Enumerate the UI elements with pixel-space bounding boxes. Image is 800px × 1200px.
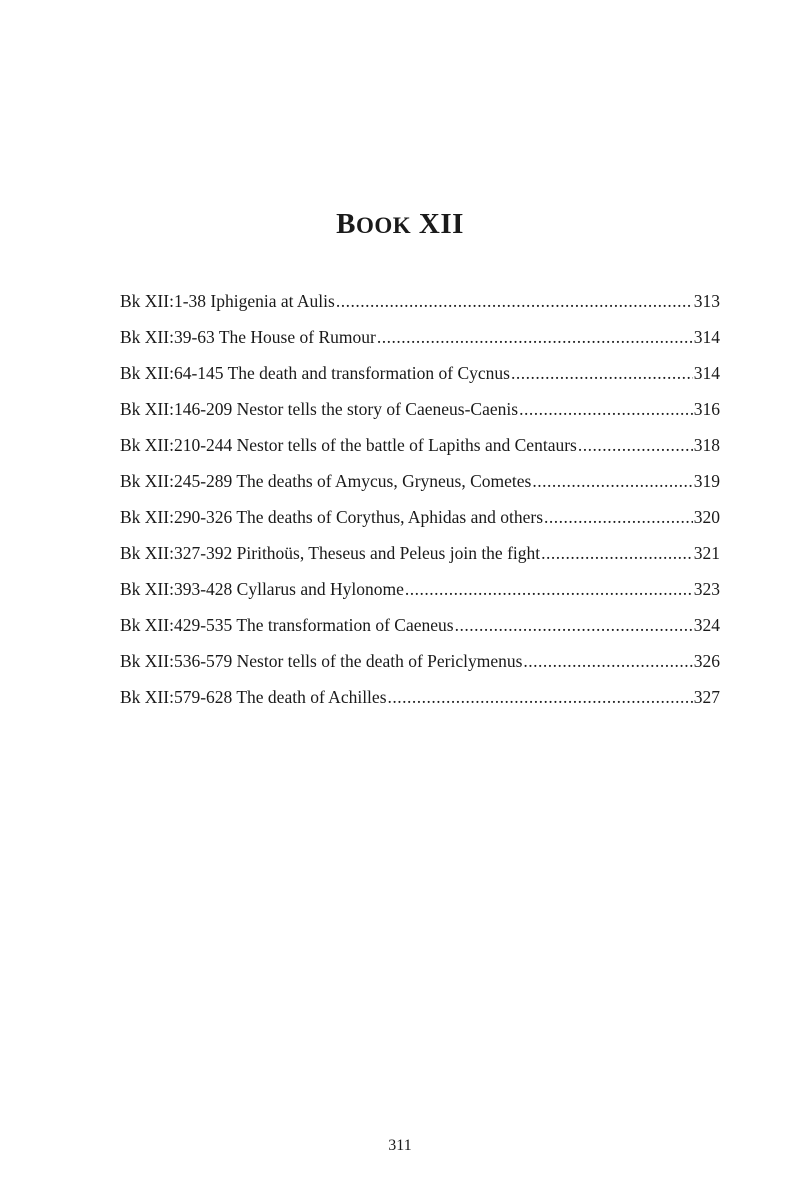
toc-entry[interactable] — [120, 685, 720, 721]
dot-leader — [336, 289, 693, 313]
toc-entry[interactable] — [120, 577, 720, 613]
toc-entry[interactable] — [120, 613, 720, 649]
toc-entry-page: 313 — [693, 291, 720, 311]
toc-entry-title: Bk XII:393-428 Cyllarus and Hylonome — [120, 579, 404, 599]
toc-entry[interactable] — [120, 397, 720, 433]
toc-entry-title: Bk XII:327-392 Pirithoüs, Theseus and Peleus join the fight — [120, 543, 541, 563]
page-number: 311 — [388, 1137, 412, 1154]
dot-leader — [541, 541, 693, 565]
toc-entry[interactable] — [120, 433, 720, 469]
toc-entry-page: 318 — [693, 435, 720, 455]
dot-leader — [544, 505, 693, 529]
toc-entry-title: Bk XII:429-535 The transformation of Caeneus — [120, 615, 454, 635]
dot-leader — [388, 685, 693, 709]
toc-entry-title: Bk XII:536-579 Nestor tells of the death of Periclymenus — [120, 651, 523, 671]
toc-entry-page: 319 — [693, 471, 720, 491]
dot-leader — [523, 649, 692, 673]
toc-entry[interactable] — [120, 289, 720, 325]
heading-initial: B — [336, 208, 356, 240]
toc-entry-page: 327 — [693, 687, 720, 707]
table-of-contents — [120, 289, 720, 721]
toc-entry-page: 323 — [693, 579, 720, 599]
toc-entry-page: 314 — [693, 363, 720, 383]
toc-entry[interactable] — [120, 505, 720, 541]
dot-leader — [377, 325, 693, 349]
toc-entry[interactable] — [120, 649, 720, 685]
toc-entry[interactable] — [120, 469, 720, 505]
dot-leader — [405, 577, 693, 601]
toc-entry-title: Bk XII:579-628 The death of Achilles — [120, 687, 387, 707]
toc-entry-page: 314 — [693, 327, 720, 347]
toc-entry[interactable] — [120, 541, 720, 577]
dot-leader — [455, 613, 693, 637]
toc-entry-page: 326 — [693, 651, 720, 671]
toc-entry-page: 320 — [693, 507, 720, 527]
toc-entry-title: Bk XII:39-63 The House of Rumour — [120, 327, 376, 347]
heading-numeral: XII — [418, 208, 464, 240]
toc-entry-page: 321 — [693, 543, 720, 563]
toc-entry-title: Bk XII:290-326 The deaths of Corythus, Aphidas and others — [120, 507, 544, 527]
dot-leader — [511, 361, 693, 385]
dot-leader — [532, 469, 692, 493]
toc-entry-title: Bk XII:64-145 The death and transformation of Cycnus — [120, 363, 510, 383]
toc-entry[interactable] — [120, 325, 720, 361]
heading-smallcaps: OOK — [355, 213, 412, 238]
toc-entry-title: Bk XII:210-244 Nestor tells of the battle of Lapiths and Centaurs — [120, 435, 577, 455]
dot-leader — [578, 433, 693, 457]
toc-entry-title: Bk XII:146-209 Nestor tells the story of Caeneus-Caenis — [120, 399, 519, 419]
toc-entry[interactable] — [120, 361, 720, 397]
toc-entry-page: 316 — [693, 399, 720, 419]
toc-entry-title: Bk XII:245-289 The deaths of Amycus, Gryneus, Cometes — [120, 471, 532, 491]
dot-leader — [519, 397, 693, 421]
book-heading — [0, 208, 800, 241]
toc-entry-page: 324 — [693, 615, 720, 635]
toc-entry-title: Bk XII:1-38 Iphigenia at Aulis — [120, 291, 335, 311]
